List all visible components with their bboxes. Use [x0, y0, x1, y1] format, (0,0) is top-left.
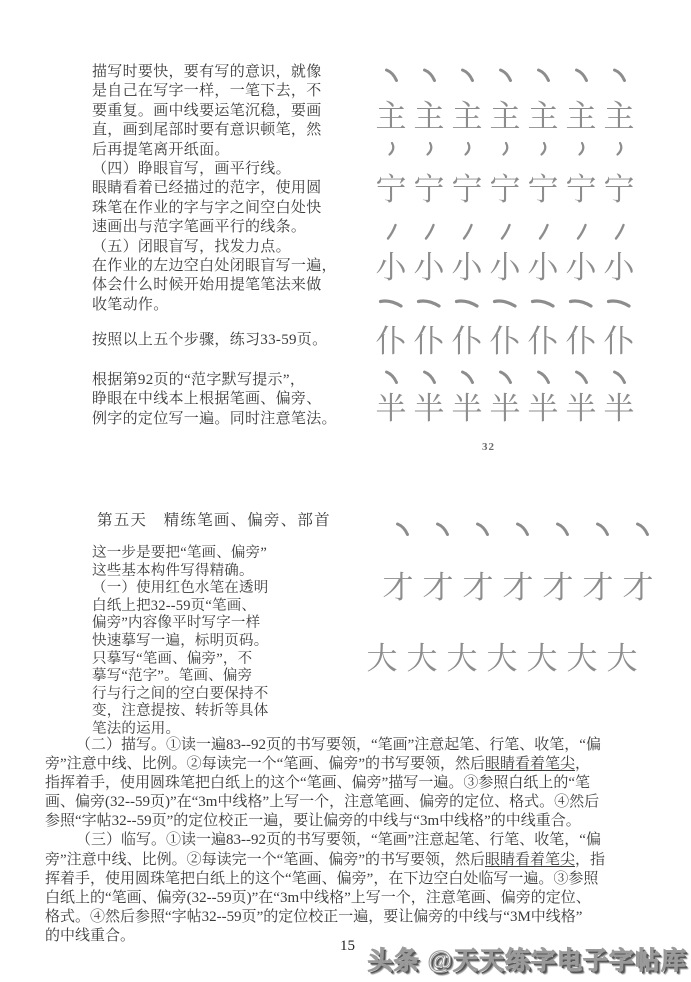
- section-title-day5: 第五天 精练笔画、偏旁、部首: [97, 512, 331, 529]
- text-line: [45, 831, 605, 850]
- stroke-sweep-icon: [448, 293, 486, 310]
- text-line: 收笔动作。: [92, 296, 169, 313]
- text-segment: 旁”注意中线、比例。②每读完一个“笔画、偏旁”的书写要领，然后: [45, 756, 485, 773]
- page-number: 15: [340, 938, 355, 954]
- practice-char: 大: [366, 641, 398, 676]
- text-line: 眼睛看着已经描过的范字，使用圆: [92, 180, 322, 197]
- practice-char: 小: [489, 250, 521, 285]
- stroke-dot-icon: [372, 64, 410, 84]
- stroke-dot-icon: [372, 366, 410, 386]
- stroke-dot-icon: [562, 366, 600, 386]
- stroke-dot-icon: [622, 518, 662, 538]
- paragraph-day5-intro: [92, 545, 268, 739]
- text-segment: 挥着手，使用圆珠笔把白纸上的这个“笔画、偏旁”，在下边空白处临写一遍。③参照: [45, 870, 599, 887]
- text-line: （四）睁眼盲写，画平行线。: [92, 161, 291, 178]
- practice-char-row: [372, 101, 638, 138]
- practice-char: 半: [375, 391, 407, 426]
- practice-stroke-row: [372, 64, 638, 101]
- practice-char: 才: [542, 570, 574, 605]
- stroke-dot-icon: [582, 518, 622, 538]
- text-segment: 的中线重合。: [45, 927, 136, 944]
- practice-char: 才: [622, 570, 654, 605]
- text-line: 这一步是要把“笔画、偏旁”: [92, 545, 267, 561]
- practice-char: 主: [527, 99, 559, 134]
- text-line: 直，画到尾部时要有意识顿笔，然: [92, 122, 322, 139]
- practice-char: 半: [413, 391, 445, 426]
- practice-grid-top: [372, 64, 638, 429]
- stroke-dot-icon: [542, 518, 582, 538]
- paragraph-dictation-hint: [92, 371, 337, 429]
- practice-char: 仆: [603, 324, 635, 359]
- stroke-comma-icon: [562, 138, 600, 157]
- text-line: 只摹写“笔画、偏旁”，不: [92, 650, 253, 667]
- text-segment: 白纸上的“笔画、偏旁(32--59页)”在“3m中线格”上写一个，注意笔画、偏旁的定位、: [45, 889, 591, 906]
- paragraph-copy-instructions: [92, 63, 337, 315]
- watermark-toutiao: 头条 @天天练字电子字帖库: [367, 947, 687, 975]
- stroke-slash-icon: [524, 220, 562, 241]
- stroke-comma-icon: [448, 138, 486, 157]
- practice-char: 半: [565, 391, 597, 426]
- practice-char-row: [362, 643, 662, 683]
- stroke-sweep-icon: [410, 293, 448, 310]
- practice-char: 小: [527, 250, 559, 285]
- text-line: 变，注意提按、转折等具体: [92, 703, 269, 720]
- text-segment: 指挥着手，使用圆珠笔把白纸上的这个“笔画、偏旁”描写一遍。③参照白纸上的“笔: [45, 775, 590, 792]
- text-line: [45, 812, 605, 831]
- text-line: 根据第92页的“范字默写提示”，: [92, 372, 306, 388]
- stroke-dot-icon: [562, 64, 600, 84]
- text-line: 是自己在写字一样，一笔下去，不: [92, 83, 322, 100]
- text-line: 在作业的左边空白处闭眼盲写一遍，: [92, 258, 337, 275]
- text-line: 摹写“范字”。笔画、偏旁: [92, 668, 253, 685]
- paragraph-miaoxie-linxie: [45, 736, 605, 946]
- practice-char: 仆: [413, 324, 445, 359]
- text-line: [45, 870, 605, 889]
- text-line: 行与行之间的空白要保持不: [92, 685, 269, 702]
- practice-char: 才: [462, 570, 494, 605]
- practice-char: 仆: [489, 324, 521, 359]
- text-line: 例字的定位写一遍。同时注意笔法。: [92, 410, 337, 427]
- practice-char: 半: [451, 391, 483, 426]
- stroke-comma-icon: [410, 138, 448, 157]
- practice-char: 仆: [375, 324, 407, 359]
- practice-char: 主: [565, 99, 597, 134]
- text-segment: （二）描写。①读一遍83--92页的书写要领，“笔画”注意起笔、行笔、收笔，“偏: [76, 737, 601, 753]
- stroke-sweep-icon: [562, 293, 600, 310]
- stroke-dot-icon: [524, 64, 562, 84]
- stroke-sweep-icon: [372, 293, 410, 310]
- practice-char: 主: [413, 99, 445, 134]
- text-line: [45, 736, 605, 755]
- practice-char: 小: [451, 250, 483, 285]
- stroke-dot-icon: [486, 64, 524, 84]
- stroke-dot-icon: [462, 518, 502, 538]
- practice-char: 小: [375, 250, 407, 285]
- practice-char: 才: [502, 570, 534, 605]
- stroke-slash-icon: [486, 220, 524, 241]
- text-line: 后再提笔离开纸面。: [92, 141, 230, 158]
- text-line: [45, 908, 605, 927]
- practice-char: 大: [406, 641, 438, 676]
- practice-char: 半: [603, 391, 635, 426]
- text-line: [45, 793, 605, 812]
- text-segment: 格式。④然后参照“字帖32--59页”的定位校正一遍，要让偏旁的中线与“3M中线格”: [45, 908, 583, 925]
- practice-char: 大: [566, 641, 598, 676]
- text-segment: （三）临写。①读一遍83--92页的书写要领，“笔画”注意起笔、行笔、收笔，“偏: [76, 832, 601, 849]
- practice-char: 宁: [413, 172, 445, 207]
- practice-char: 宁: [527, 172, 559, 207]
- practice-char: 仆: [527, 324, 559, 359]
- stroke-dot-icon: [600, 366, 638, 386]
- practice-char: 宁: [603, 172, 635, 207]
- inner-page-number: 32: [482, 441, 495, 453]
- text-line: 睁眼在中线本上根据笔画、偏旁、: [92, 391, 322, 408]
- stroke-slash-icon: [372, 220, 410, 241]
- text-line: 要重复。画中线要运笔沉稳，要画: [92, 102, 322, 119]
- practice-stroke-row: [372, 220, 638, 252]
- text-line: 按照以上五个步骤，练习33-59页。: [92, 332, 328, 348]
- practice-char: 才: [582, 570, 614, 605]
- text-line: [45, 755, 605, 774]
- practice-stroke-row: [372, 366, 638, 393]
- practice-char-row: [378, 572, 662, 643]
- text-line: 体会什么时候开始用提笔笔法来做: [92, 277, 322, 294]
- practice-char: 才: [422, 570, 454, 605]
- practice-char: 大: [526, 641, 558, 676]
- practice-char-row: [372, 393, 638, 429]
- stroke-dot-icon: [382, 518, 422, 538]
- stroke-dot-icon: [524, 366, 562, 386]
- practice-char: 宁: [451, 172, 483, 207]
- text-line: 偏旁”内容像平时写字一样: [92, 615, 261, 632]
- text-line: 描写时要快，要有写的意识，就像: [92, 64, 322, 80]
- text-line: 笔法的运用。: [92, 720, 181, 737]
- text-line: （五）闭眼盲写，找发力点。: [92, 238, 291, 255]
- text-segment: 旁”注意中线、比例。②每读完一个“笔画、偏旁”的书写要领，然后: [45, 851, 485, 868]
- practice-char: 大: [446, 641, 478, 676]
- stroke-dot-icon: [600, 64, 638, 84]
- underlined-phrase: 眼睛看着笔尖: [484, 851, 575, 868]
- text-line: 速画出与范字笔画平行的线条。: [92, 219, 307, 236]
- stroke-slash-icon: [562, 220, 600, 241]
- practice-char: 主: [489, 99, 521, 134]
- practice-char: 主: [375, 99, 407, 134]
- underlined-phrase: 眼睛看着笔尖: [484, 756, 575, 773]
- text-line: [45, 889, 605, 908]
- stroke-comma-icon: [524, 138, 562, 157]
- text-line: [45, 774, 605, 793]
- stroke-dot-icon: [448, 64, 486, 84]
- stroke-dot-icon: [448, 366, 486, 386]
- practice-stroke-row: [372, 138, 638, 174]
- practice-char-row: [372, 326, 638, 366]
- practice-char: 才: [382, 570, 414, 605]
- practice-char: 主: [603, 99, 635, 134]
- stroke-slash-icon: [448, 220, 486, 241]
- text-segment: 参照“字帖32--59页”的定位校正一遍，要让偏旁的中线与“3m中线格”的中线重合。: [45, 813, 581, 830]
- practice-grid-bottom: [368, 518, 662, 683]
- stroke-sweep-icon: [600, 293, 638, 310]
- practice-char-row: [372, 174, 638, 220]
- paragraph-practice-pages: [92, 331, 327, 350]
- practice-char-row: [372, 252, 638, 293]
- practice-char: 小: [413, 250, 445, 285]
- stroke-dot-icon: [410, 64, 448, 84]
- text-line: 这些基本构件写得精确。: [92, 562, 254, 579]
- text-segment: ，指: [575, 851, 606, 868]
- stroke-dot-icon: [410, 366, 448, 386]
- practice-char: 半: [489, 391, 521, 426]
- practice-stroke-row: [372, 293, 638, 326]
- practice-char: 小: [565, 250, 597, 285]
- stroke-comma-icon: [486, 138, 524, 157]
- practice-char: 仆: [451, 324, 483, 359]
- practice-char: 宁: [489, 172, 521, 207]
- text-line: 白纸上把32--59页“笔画、: [92, 597, 257, 614]
- practice-char: 半: [527, 391, 559, 426]
- stroke-comma-icon: [600, 138, 638, 157]
- stroke-dot-icon: [502, 518, 542, 538]
- text-line: （一）使用红色水笔在透明: [92, 580, 269, 597]
- practice-char: 宁: [565, 172, 597, 207]
- practice-char: 仆: [565, 324, 597, 359]
- stroke-sweep-icon: [524, 293, 562, 310]
- text-segment: ，: [575, 756, 591, 773]
- stroke-comma-icon: [372, 138, 410, 157]
- text-line: [45, 851, 605, 870]
- practice-char: 宁: [375, 172, 407, 207]
- stroke-sweep-icon: [486, 293, 524, 310]
- text-line: 珠笔在作业的字与字之间空白处快: [92, 199, 322, 216]
- practice-char: 大: [486, 641, 518, 676]
- practice-char: 大: [606, 641, 638, 676]
- practice-char: 主: [451, 99, 483, 134]
- stroke-dot-icon: [486, 366, 524, 386]
- practice-stroke-row: [382, 518, 662, 572]
- stroke-slash-icon: [600, 220, 638, 241]
- stroke-slash-icon: [410, 220, 448, 241]
- practice-char: 小: [603, 250, 635, 285]
- text-segment: 画、偏旁(32--59页)”在“3m中线格”上写一个，注意笔画、偏旁的定位、格式。④然后: [45, 794, 600, 811]
- stroke-dot-icon: [422, 518, 462, 538]
- text-line: 快速摹写一遍，标明页码。: [92, 632, 269, 649]
